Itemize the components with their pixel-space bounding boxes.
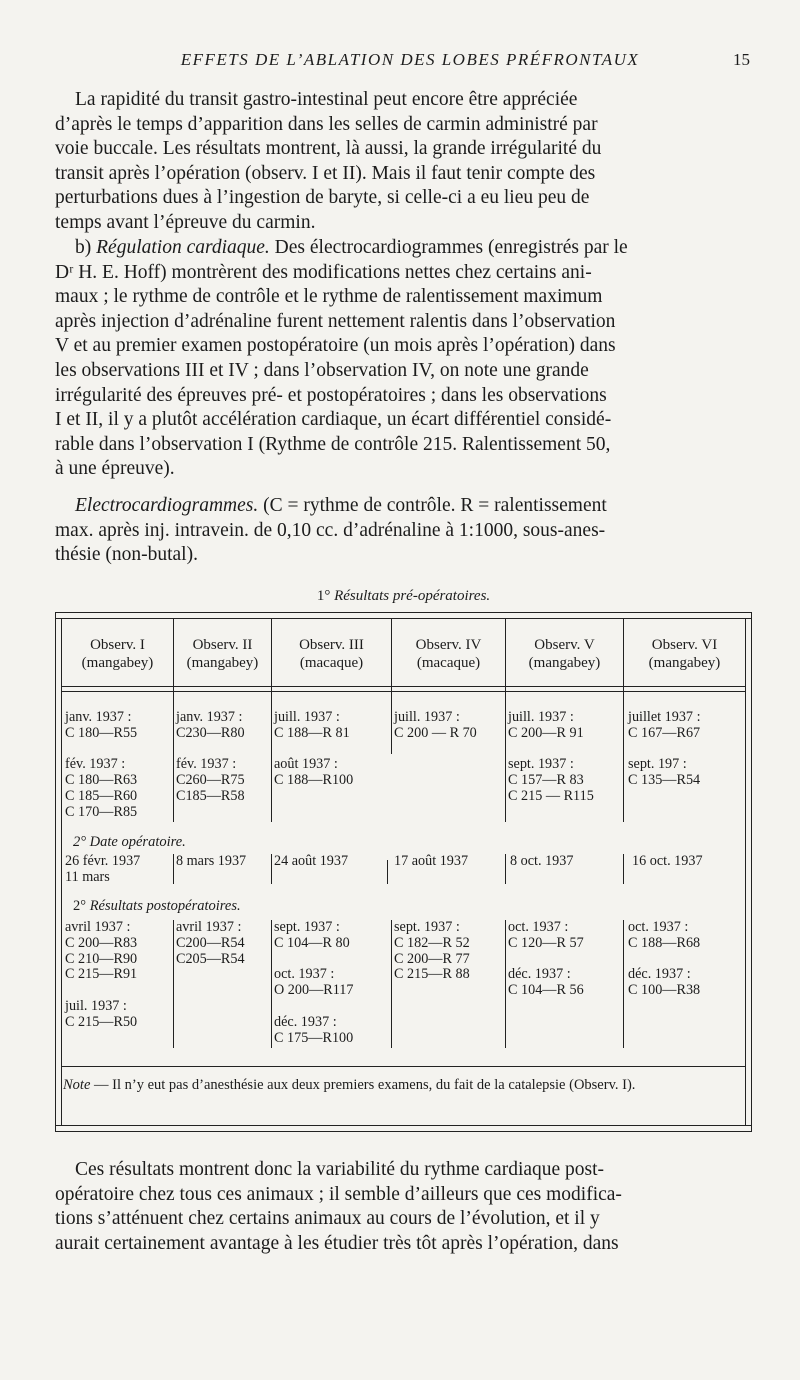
frame-rule (745, 618, 746, 1126)
column-rule (387, 860, 388, 884)
text-line: V et au premier examen postopératoire (un mois après l’opération) dans (55, 335, 616, 357)
table-note (63, 1076, 739, 1095)
running-header (60, 50, 750, 74)
page-number: 15 (733, 50, 750, 69)
frame-rule (55, 1131, 752, 1132)
text-line: temps avant l’épreuve du carmin. (55, 211, 316, 233)
text-line: thésie (non-butal). (55, 544, 198, 566)
text-line: Dʳ H. E. Hoff) montrèrent des modifications nettes chez certains ani- (55, 261, 592, 283)
column-rule (173, 920, 174, 1048)
date-observ-1: 26 févr. 1937 11 mars (65, 853, 141, 885)
post-result-observ-5: oct. 1937 : C 120—R 57 déc. 1937 : C 104—R 56 (508, 919, 584, 999)
text-line: voie buccale. Les résultats montrent, là aussi, la grande irrégularité du (55, 138, 602, 160)
pre-result-observ-6: juillet 1937 : C 167—R67 sept. 197 : C 135—R54 (628, 709, 701, 789)
table-caption (55, 588, 752, 605)
column-rule (391, 920, 392, 1048)
post-result-observ-3: sept. 1937 : C 104—R 80 oct. 1937 : O 200—R117 déc. 1937 : C 175—R100 (274, 919, 354, 1046)
paragraph-electrocardiogrammes (55, 494, 752, 568)
text-line: les observations III et IV ; dans l’observation IV, on note une grande (55, 359, 589, 381)
frame-rule (751, 612, 752, 1132)
pre-result-observ-3: juill. 1937 : C 188—R 81 août 1937 : C 188—R100 (274, 709, 354, 789)
text-line: maux ; le rythme de contrôle et le rythme de ralentissement maximum (55, 286, 603, 308)
text-line: tions s’atténuent chez certains animaux au cours de l’évolution, et il y (55, 1208, 600, 1230)
frame-rule (55, 618, 752, 619)
column-rule (623, 854, 624, 884)
note-rule (62, 1066, 745, 1067)
frame-rule (55, 612, 56, 1132)
frame-rule (61, 618, 62, 1126)
section-title: Régulation cardiaque. (96, 237, 270, 258)
results-table (55, 612, 752, 1132)
text-line: d’après le temps d’apparition dans les selles de carmin administré par (55, 113, 598, 135)
post-section-number: 2° (73, 898, 87, 914)
date-observ-3: 24 août 1937 (274, 853, 349, 869)
frame-rule (55, 612, 752, 613)
text-line: perturbations dues à l’ingestion de baryte, si celle-ci a eu lieu peu de (55, 187, 590, 209)
section-title: Electrocardiogrammes. (75, 495, 259, 516)
text-line: aurait certainement avantage à les étudier très tôt après l’opération, dans (55, 1232, 619, 1254)
post-section-label: Résultats postopératoires. (89, 898, 241, 914)
post-result-observ-2: avril 1937 : C200—R54 C205—R54 (176, 919, 245, 967)
post-result-observ-1: avril 1937 : C 200—R83 C 210—R90 C 215—R91 juil. 1937 : C 215—R50 (65, 919, 138, 1030)
date-section-title: 2° Date opératoire. (73, 834, 186, 850)
column-header-observ-4: Observ. IV (macaque) (415, 637, 482, 671)
date-observ-5: 8 oct. 1937 (510, 853, 574, 869)
paragraph-transit (55, 88, 752, 236)
paragraph-conclusion (55, 1158, 752, 1256)
text-line: irrégularité des épreuves pré- et postopératoires ; dans les observations (55, 384, 607, 406)
frame-rule (55, 1125, 752, 1126)
column-header-observ-6: Observ. VI (mangabey) (648, 637, 721, 671)
pre-result-observ-2: janv. 1937 : C230—R80 fév. 1937 : C260—R75 C185—R58 (176, 709, 245, 804)
date-observ-2: 8 mars 1937 (176, 853, 247, 869)
column-rule (173, 854, 174, 884)
date-observ-4: 17 août 1937 (394, 853, 469, 869)
text-line: Ces résultats montrent donc la variabilité du rythme cardiaque post- (75, 1159, 605, 1180)
column-header-observ-3: Observ. III (macaque) (299, 637, 364, 671)
post-result-observ-4: sept. 1937 : C 182—R 52 C 200—R 77 C 215—R 88 (394, 919, 470, 983)
column-rule (505, 854, 506, 884)
text-line: (C = rythme de contrôle. R = ralentissement (258, 495, 607, 516)
pre-result-observ-1: janv. 1937 : C 180—R55 fév. 1937 : C 180—R63 C 185—R60 C 170—R85 (65, 709, 138, 820)
paragraph-regulation-cardiaque (55, 236, 752, 482)
text-line: Des électrocardiogrammes (enregistrés par le (269, 237, 628, 258)
note-text: — Il n’y eut pas d’anesthésie aux deux premiers examens, du fait de la catalepsie (Observ. I). (90, 1077, 636, 1093)
text-line: opératoire chez tous ces animaux ; il semble d’ailleurs que ces modifica- (55, 1183, 622, 1205)
column-rule (623, 920, 624, 1048)
text-line: à une épreuve). (55, 458, 175, 480)
running-title: EFFETS DE L’ABLATION DES LOBES PRÉFRONTAUX (180, 50, 640, 69)
column-rule (271, 920, 272, 1048)
header-rule (62, 691, 745, 692)
text-line: I et II, il y a plutôt accélération cardiaque, un écart différentiel considé- (55, 409, 612, 431)
date-observ-6: 16 oct. 1937 (632, 853, 703, 869)
text-line: La rapidité du transit gastro-intestinal peut encore être appréciée (75, 89, 578, 110)
text-line: transit après l’opération (observ. I et II). Mais il faut tenir compte des (55, 162, 596, 184)
note-label: Note (63, 1077, 91, 1093)
text-line: max. après inj. intravein. de 0,10 cc. d’adrénaline à 1:1000, sous-anes- (55, 519, 606, 541)
post-result-observ-6: oct. 1937 : C 188—R68 déc. 1937 : C 100—R38 (628, 919, 701, 999)
header-rule (62, 686, 745, 687)
text-line: rable dans l’observation I (Rythme de contrôle 215. Ralentissement 50, (55, 433, 611, 455)
post-section-title (73, 898, 241, 915)
text-line: après injection d’adrénaline furent nettement ralentis dans l’observation (55, 310, 616, 332)
caption-text: Résultats pré-opératoires. (334, 588, 491, 604)
column-rule (505, 920, 506, 1048)
pre-result-observ-4: juill. 1937 : C 200 — R 70 (394, 709, 477, 741)
column-rule (271, 854, 272, 884)
column-header-observ-1: Observ. I (mangabey) (81, 637, 154, 671)
pre-result-observ-5: juill. 1937 : C 200—R 91 sept. 1937 : C 157—R 83 C 215 — R115 (508, 709, 594, 804)
caption-number: 1° (316, 588, 331, 604)
column-header-observ-2: Observ. II (mangabey) (186, 637, 259, 671)
column-header-observ-5: Observ. V (mangabey) (528, 637, 601, 671)
section-lead: b) (75, 237, 97, 258)
